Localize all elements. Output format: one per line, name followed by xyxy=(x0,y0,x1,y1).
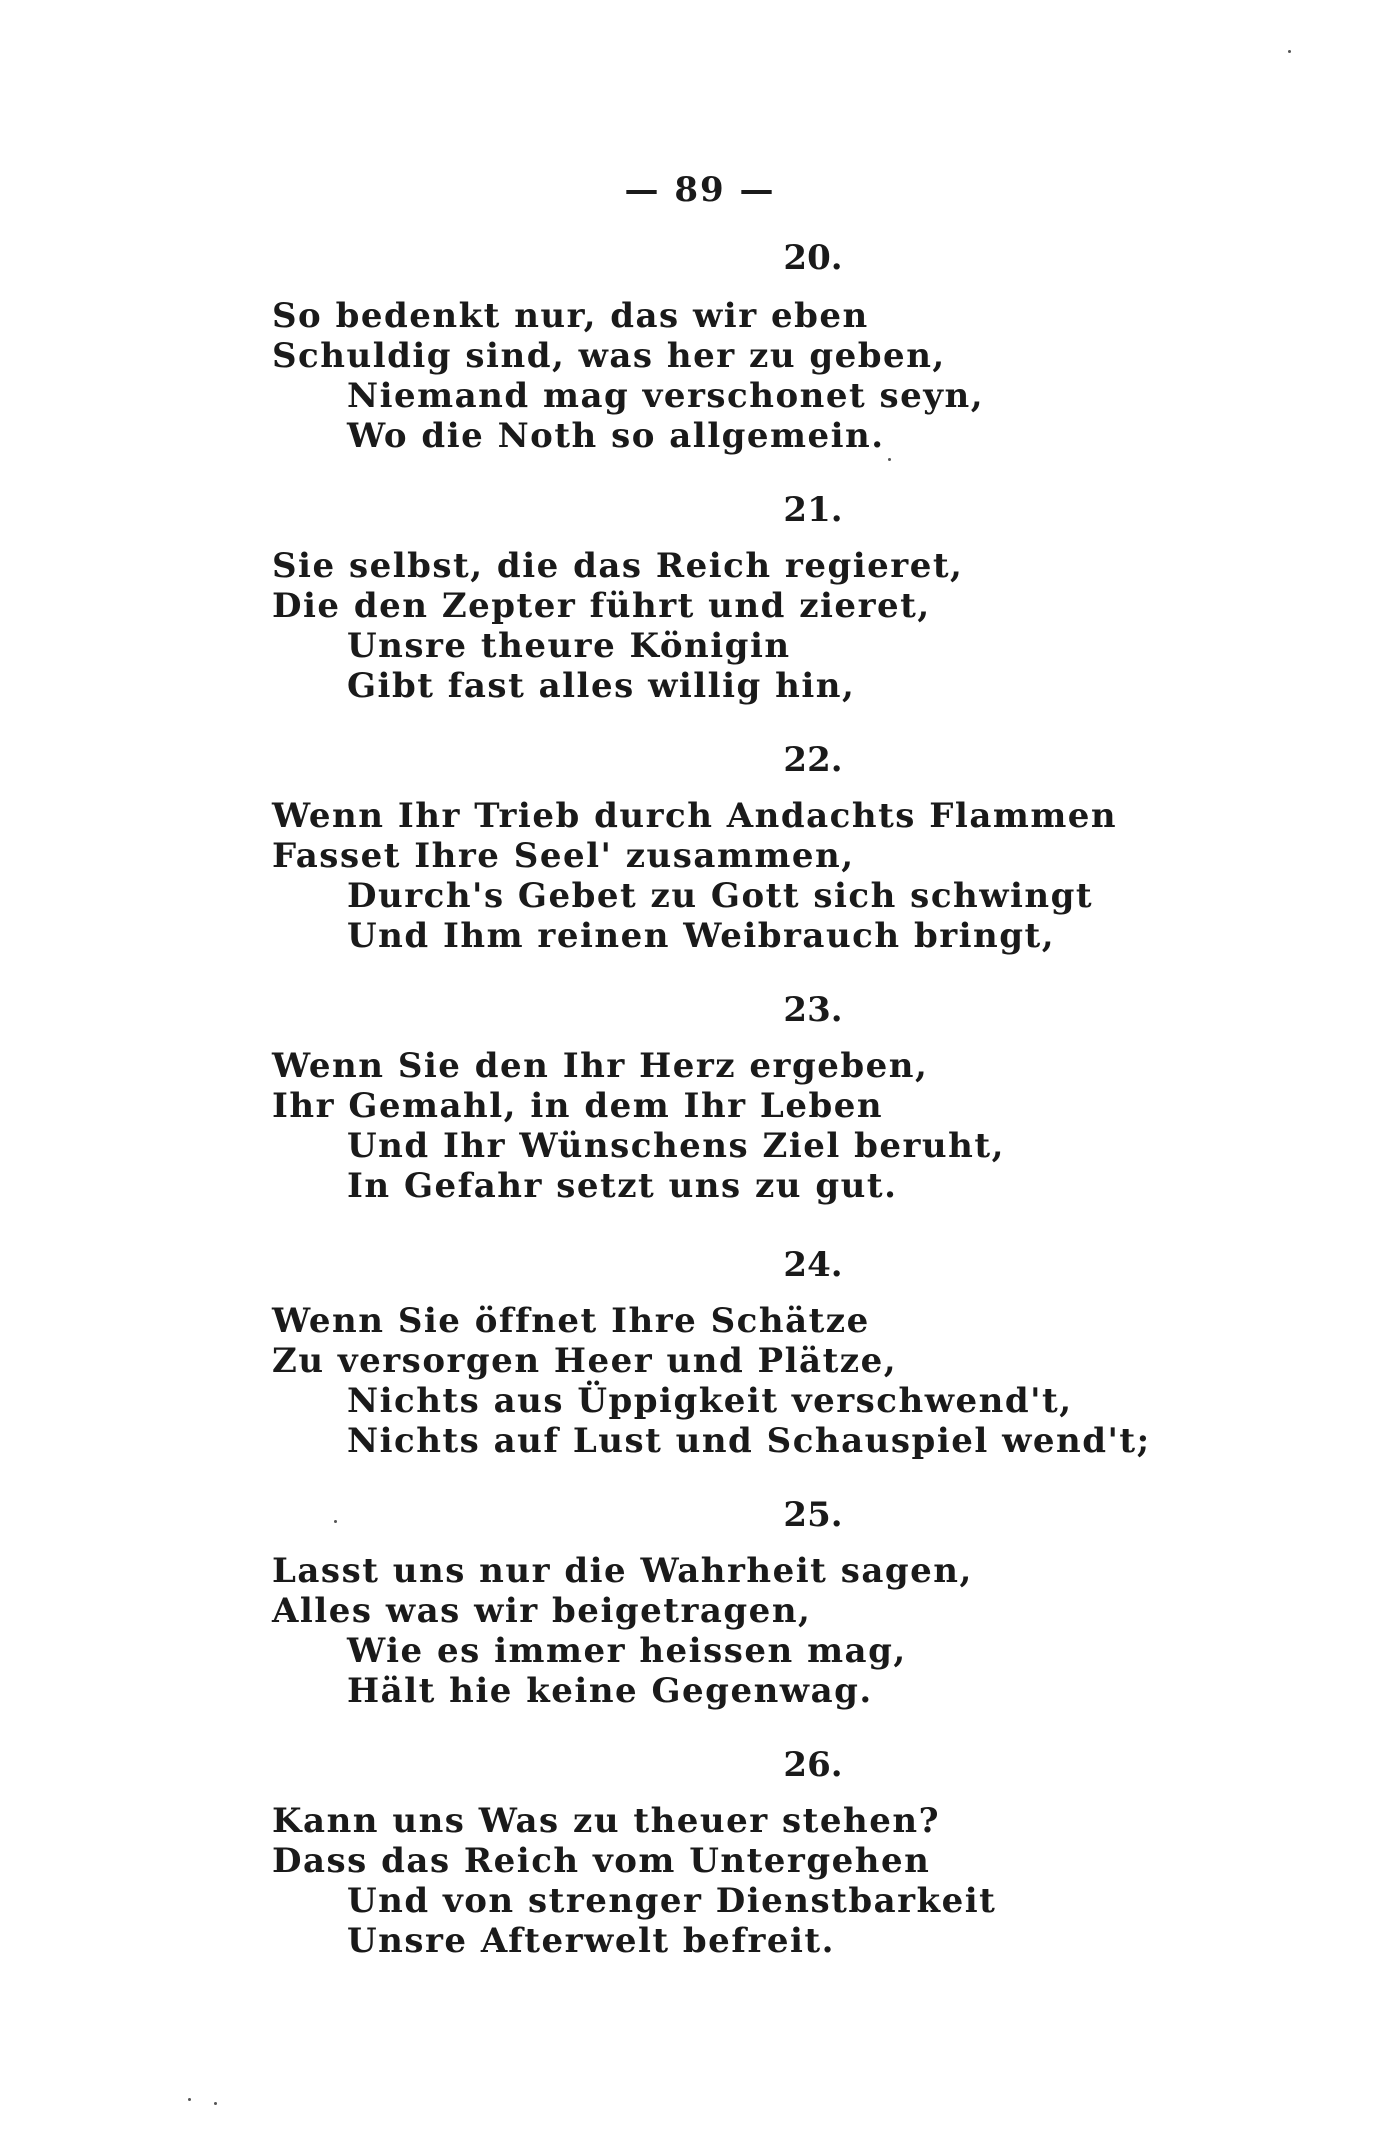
verse-line: Wenn Sie öffnet Ihre Schätze xyxy=(272,1301,870,1341)
verse-line: Lasst uns nur die Wahrheit sagen, xyxy=(272,1551,973,1591)
stanza-number: 22. xyxy=(783,740,843,780)
verse-line: Und von strenger Dienstbarkeit xyxy=(347,1881,997,1921)
verse-line: Die den Zepter führt und zieret, xyxy=(272,586,931,626)
verse-line: Unsre Afterwelt befreit. xyxy=(347,1921,835,1961)
verse-line: Niemand mag verschonet seyn, xyxy=(347,376,985,416)
scan-speck xyxy=(1288,50,1291,53)
verse-line: Nichts auf Lust und Schauspiel wend't; xyxy=(347,1421,1151,1461)
verse-line: So bedenkt nur, das wir eben xyxy=(272,296,869,336)
verse-line: Wie es immer heissen mag, xyxy=(347,1631,907,1671)
verse-line: Fasset Ihre Seel' zusammen, xyxy=(272,836,855,876)
verse-line: Ihr Gemahl, in dem Ihr Leben xyxy=(272,1086,884,1126)
verse-line: Hält hie keine Gegenwag. xyxy=(347,1671,873,1711)
scan-speck xyxy=(888,458,891,461)
verse-line: Zu versorgen Heer und Plätze, xyxy=(272,1341,898,1381)
verse-line: Und Ihm reinen Weibrauch bringt, xyxy=(347,916,1056,956)
verse-line: Wo die Noth so allgemein. xyxy=(347,416,885,456)
verse-line: Kann uns Was zu theuer stehen? xyxy=(272,1801,941,1841)
stanza-number: 25. xyxy=(783,1495,843,1535)
stanza-number: 20. xyxy=(783,238,843,278)
verse-line: Gibt fast alles willig hin, xyxy=(347,666,856,706)
verse-line: Wenn Ihr Trieb durch Andachts Flammen xyxy=(272,796,1118,836)
verse-line: Schuldig sind, was her zu geben, xyxy=(272,336,946,376)
verse-line: Durch's Gebet zu Gott sich schwingt xyxy=(347,876,1094,916)
verse-line: Dass das Reich vom Untergehen xyxy=(272,1841,931,1881)
page-number: — 89 — xyxy=(624,170,776,210)
verse-line: Wenn Sie den Ihr Herz ergeben, xyxy=(272,1046,929,1086)
stanza-number: 23. xyxy=(783,990,843,1030)
verse-line: In Gefahr setzt uns zu gut. xyxy=(347,1166,898,1206)
scan-speck xyxy=(188,2098,191,2101)
stanza-number: 21. xyxy=(783,490,843,530)
scan-speck xyxy=(214,2102,217,2105)
scan-speck xyxy=(334,1520,337,1523)
stanza-number: 24. xyxy=(783,1245,843,1285)
verse-line: Und Ihr Wünschens Ziel beruht, xyxy=(347,1126,1005,1166)
stanza-number: 26. xyxy=(783,1745,843,1785)
verse-line: Alles was wir beigetragen, xyxy=(272,1591,812,1631)
verse-line: Nichts aus Üppigkeit verschwend't, xyxy=(347,1381,1073,1421)
verse-line: Sie selbst, die das Reich regieret, xyxy=(272,546,964,586)
verse-line: Unsre theure Königin xyxy=(347,626,791,666)
